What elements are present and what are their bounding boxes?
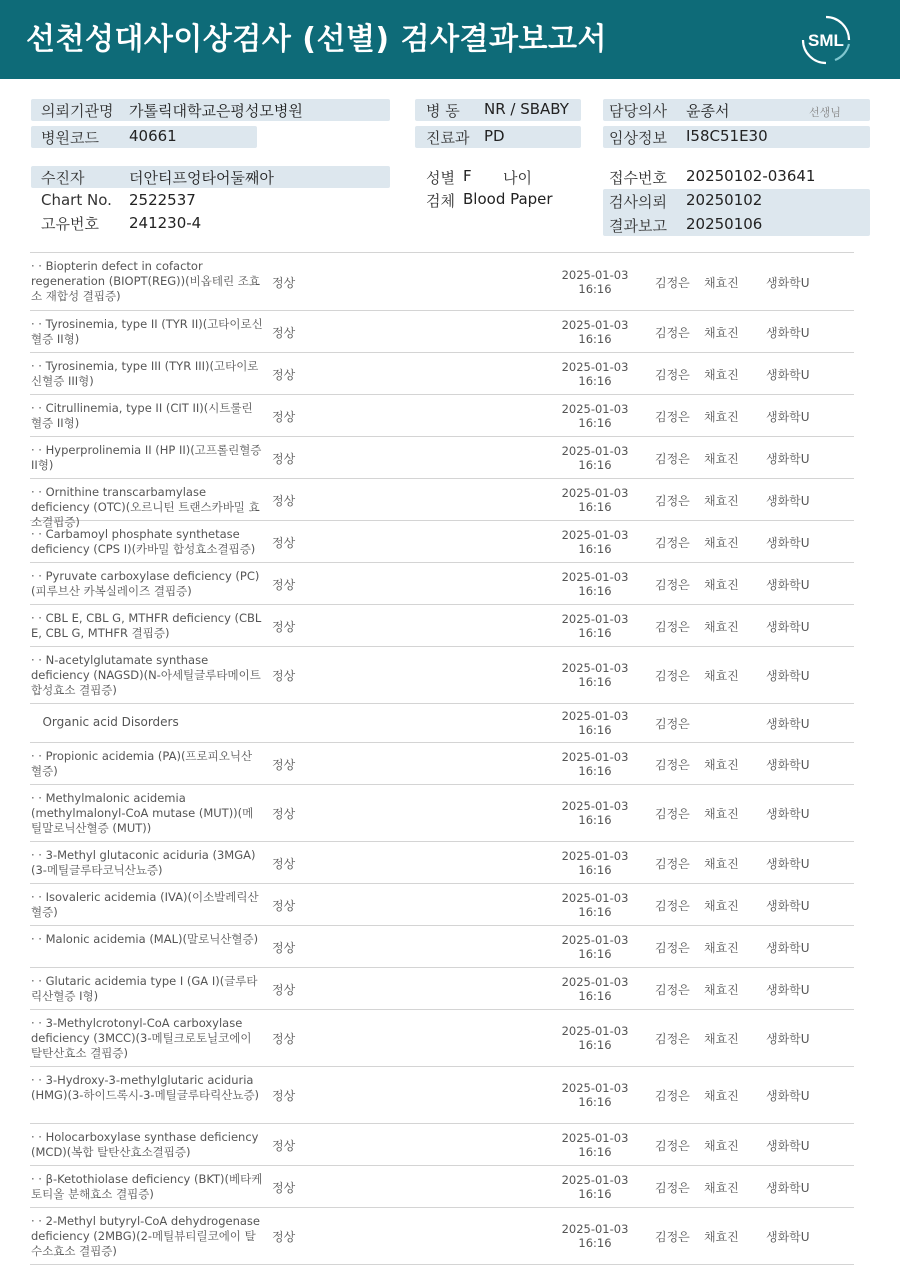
result-datetime [550, 1131, 640, 1159]
reviewer-name: 채효진 [704, 899, 739, 913]
reviewer-name: 채효진 [704, 452, 739, 466]
reviewer-name: 채효진 [704, 276, 739, 290]
result-time: 16:16 [578, 1236, 612, 1250]
report-date-value: 20250106 [686, 215, 763, 233]
department: 생화학U [766, 578, 810, 592]
report-header [0, 0, 900, 79]
test-name: · · Hyperprolinemia II (HP II)(고프롤린혈증 II형) [31, 443, 262, 472]
tester-name: 김정은 [655, 807, 690, 821]
table-row [30, 1067, 854, 1124]
result-date: 2025-01-03 [561, 444, 629, 458]
tester-name: 김정은 [655, 276, 690, 290]
tester-name: 김정은 [655, 536, 690, 550]
department: 생화학U [766, 452, 810, 466]
reviewer-name: 채효진 [704, 758, 739, 772]
table-row [30, 842, 854, 884]
test-name: · · Tyrosinemia, type III (TYR III)(고타이로신혈증 III형) [31, 359, 259, 388]
tester-name: 김정은 [655, 368, 690, 382]
test-result: 정상 [272, 669, 296, 683]
tester-name: 김정은 [655, 983, 690, 997]
result-time: 16:16 [578, 675, 612, 689]
tester-name: 김정은 [655, 1181, 690, 1195]
patient-value: 더안티프엉타어둘째아 [129, 169, 274, 187]
reviewer-name: 채효진 [704, 578, 739, 592]
department: 생화학U [766, 983, 810, 997]
table-row [30, 521, 854, 563]
hospital-code-value: 40661 [129, 127, 177, 145]
test-name: · · Tyrosinemia, type II (TYR II)(고타이로신혈증 II형) [31, 317, 263, 346]
department: 생화학U [766, 758, 810, 772]
tester-name: 김정은 [655, 1230, 690, 1244]
test-result: 정상 [272, 620, 296, 634]
test-name: · · Glutaric acidemia type I (GA I)(글루타릭산혈증 I형) [31, 974, 258, 1003]
tester-name: 김정은 [655, 899, 690, 913]
sml-logo-icon [800, 14, 852, 66]
result-time: 16:16 [578, 542, 612, 556]
tester-name: 김정은 [655, 941, 690, 955]
reviewer-name: 채효진 [704, 669, 739, 683]
department: 생화학U [766, 620, 810, 634]
result-time: 16:16 [578, 282, 612, 296]
ward-label: 병 동 [426, 102, 460, 120]
tester-name: 김정은 [655, 758, 690, 772]
table-row [30, 704, 854, 743]
reviewer-name: 채효진 [704, 620, 739, 634]
test-name: · · 2-Methyl butyryl-CoA dehydrogenase deficiency (2MBG)(2-메틸뷰티릴코에이 탈수소효소 결핍증) [31, 1214, 260, 1258]
result-date: 2025-01-03 [561, 975, 629, 989]
result-time: 16:16 [578, 723, 612, 737]
request-value: 20250102 [686, 191, 763, 209]
result-date: 2025-01-03 [561, 1222, 629, 1236]
report-date-label: 결과보고 [609, 217, 667, 235]
table-row [30, 968, 854, 1010]
result-date: 2025-01-03 [561, 891, 629, 905]
test-result: 정상 [272, 326, 296, 340]
reviewer-name: 채효진 [704, 1181, 739, 1195]
result-time: 16:16 [578, 863, 612, 877]
result-time: 16:16 [578, 947, 612, 961]
result-datetime [550, 709, 640, 737]
result-date: 2025-01-03 [561, 1024, 629, 1038]
doctor-suffix: 선생님 [809, 106, 841, 119]
result-date: 2025-01-03 [561, 849, 629, 863]
result-date: 2025-01-03 [561, 318, 629, 332]
table-row [30, 743, 854, 785]
clinical-value: I58C51E30 [686, 127, 768, 145]
result-date: 2025-01-03 [561, 661, 629, 675]
result-datetime [550, 933, 640, 961]
test-result: 정상 [272, 1181, 296, 1195]
reviewer-name: 채효진 [704, 1139, 739, 1153]
table-row [30, 926, 854, 968]
table-row [30, 605, 854, 647]
tester-name: 김정은 [655, 452, 690, 466]
test-result: 정상 [272, 452, 296, 466]
reviewer-name: 채효진 [704, 1089, 739, 1103]
result-date: 2025-01-03 [561, 750, 629, 764]
specimen-label: 검체 [426, 192, 455, 210]
test-name: · · Carbamoyl phosphate synthetase deficiency (CPS I)(카바밀 합성효소결핍증) [31, 527, 256, 556]
tester-name: 김정은 [655, 578, 690, 592]
receipt-label: 접수번호 [609, 169, 667, 187]
tester-name: 김정은 [655, 857, 690, 871]
result-time: 16:16 [578, 332, 612, 346]
result-date: 2025-01-03 [561, 933, 629, 947]
result-datetime [550, 849, 640, 877]
tester-name: 김정은 [655, 1032, 690, 1046]
test-name: · · Biopterin defect in cofactor regeneration (BIOPT(REG))(비옵테린 조효소 재합성 결핍증) [31, 259, 260, 303]
test-result: 정상 [272, 536, 296, 550]
test-name: · · 3-Methyl glutaconic aciduria (3MGA)(3-메틸글루타코닉산뇨증) [31, 848, 256, 877]
result-time: 16:16 [578, 1187, 612, 1201]
department: 생화학U [766, 1139, 810, 1153]
department: 생화학U [766, 536, 810, 550]
result-time: 16:16 [578, 500, 612, 514]
result-date: 2025-01-03 [561, 486, 629, 500]
institution-value: 가톨릭대학교은평성모병원 [129, 102, 303, 120]
results-table [30, 252, 854, 1265]
test-name: · · Citrullinemia, type II (CIT II)(시트룰린혈증 II형) [31, 401, 253, 430]
tester-name: 김정은 [655, 717, 690, 731]
reviewer-name: 채효진 [704, 494, 739, 508]
department: 생화학U [766, 857, 810, 871]
table-row [30, 1124, 854, 1166]
reviewer-name: 채효진 [704, 857, 739, 871]
department: 생화학U [766, 1032, 810, 1046]
result-time: 16:16 [578, 458, 612, 472]
result-datetime [550, 612, 640, 640]
test-name: · · CBL E, CBL G, MTHFR deficiency (CBL E, CBL G, MTHFR 결핍증) [31, 611, 262, 640]
test-name: · · Ornithine transcarbamylase deficiency (OTC)(오르니틴 트랜스카바밀 효소결핍증) [31, 485, 260, 529]
patient-label: 수진자 [41, 169, 85, 187]
result-datetime [550, 486, 640, 514]
age-label: 나이 [503, 169, 532, 187]
test-name: · · Pyruvate carboxylase deficiency (PC)(피루브산 카복실레이즈 결핍증) [31, 569, 260, 598]
request-label: 검사의뢰 [609, 193, 667, 211]
result-datetime [550, 444, 640, 472]
specimen-value: Blood Paper [463, 190, 553, 208]
table-row [30, 311, 854, 353]
result-time: 16:16 [578, 626, 612, 640]
result-date: 2025-01-03 [561, 1131, 629, 1145]
result-datetime [550, 402, 640, 430]
table-row [30, 395, 854, 437]
result-date: 2025-01-03 [561, 402, 629, 416]
clinical-label: 임상정보 [609, 129, 667, 147]
reviewer-name: 채효진 [704, 1032, 739, 1046]
doctor-label: 담당의사 [609, 102, 667, 120]
result-datetime [550, 268, 640, 296]
sex-value: F [463, 167, 472, 185]
test-result: 정상 [272, 1032, 296, 1046]
result-datetime [550, 750, 640, 778]
reviewer-name: 채효진 [704, 326, 739, 340]
reviewer-name: 채효진 [704, 368, 739, 382]
department: 생화학U [766, 807, 810, 821]
test-result: 정상 [272, 368, 296, 382]
sml-logo [800, 14, 852, 66]
test-result: 정상 [272, 1230, 296, 1244]
test-result: 정상 [272, 1089, 296, 1103]
result-time: 16:16 [578, 813, 612, 827]
department: 생화학U [766, 1230, 810, 1244]
test-result: 정상 [272, 857, 296, 871]
tester-name: 김정은 [655, 410, 690, 424]
dept-label: 진료과 [426, 129, 470, 147]
reviewer-name: 채효진 [704, 536, 739, 550]
result-date: 2025-01-03 [561, 709, 629, 723]
dept-value: PD [484, 127, 505, 145]
chart-no-label: Chart No. [41, 191, 112, 209]
department: 생화학U [766, 717, 810, 731]
tester-name: 김정은 [655, 1139, 690, 1153]
department: 생화학U [766, 326, 810, 340]
result-time: 16:16 [578, 989, 612, 1003]
table-row [30, 479, 854, 529]
department: 생화학U [766, 669, 810, 683]
result-time: 16:16 [578, 1145, 612, 1159]
table-row [30, 563, 854, 605]
result-time: 16:16 [578, 764, 612, 778]
reviewer-name: 채효진 [704, 807, 739, 821]
table-row [30, 785, 854, 842]
sex-label: 성별 [426, 169, 455, 187]
department: 생화학U [766, 410, 810, 424]
test-result: 정상 [272, 410, 296, 424]
result-datetime [550, 570, 640, 598]
chart-no-value: 2522537 [129, 191, 196, 209]
test-result: 정상 [272, 494, 296, 508]
test-result: 정상 [272, 807, 296, 821]
result-date: 2025-01-03 [561, 1173, 629, 1187]
test-result: 정상 [272, 899, 296, 913]
table-row [30, 253, 854, 311]
result-date: 2025-01-03 [561, 1081, 629, 1095]
test-result: 정상 [272, 758, 296, 772]
result-date: 2025-01-03 [561, 528, 629, 542]
result-time: 16:16 [578, 1095, 612, 1109]
department: 생화학U [766, 494, 810, 508]
department: 생화학U [766, 1089, 810, 1103]
report-title: 선천성대사이상검사 (선별) 검사결과보고서 [26, 22, 607, 57]
department: 생화학U [766, 1181, 810, 1195]
logo-text: SML [808, 31, 844, 50]
ward-value: NR / SBABY [484, 100, 569, 118]
reviewer-name: 채효진 [704, 983, 739, 997]
result-datetime [550, 891, 640, 919]
result-datetime [550, 1173, 640, 1201]
test-name: · · N-acetylglutamate synthase deficiency (NAGSD)(N-아세틸글루타메이트 합성효소 결핍증) [31, 653, 261, 697]
department: 생화학U [766, 276, 810, 290]
test-name: · · Isovaleric acidemia (IVA)(이소발레릭산혈증) [31, 890, 259, 919]
reviewer-name: 채효진 [704, 1230, 739, 1244]
tester-name: 김정은 [655, 1089, 690, 1103]
tester-name: 김정은 [655, 494, 690, 508]
test-name: · · β-Ketothiolase deficiency (BKT)(베타케토티올 분해효소 결핍증) [31, 1172, 263, 1201]
test-name: Organic acid Disorders [31, 715, 179, 729]
department: 생화학U [766, 941, 810, 955]
result-date: 2025-01-03 [561, 268, 629, 282]
result-date: 2025-01-03 [561, 612, 629, 626]
test-result: 정상 [272, 276, 296, 290]
test-result: 정상 [272, 941, 296, 955]
result-datetime [550, 528, 640, 556]
table-row [30, 884, 854, 926]
table-row [30, 1010, 854, 1067]
test-name: · · Propionic acidemia (PA)(프로피오닉산혈증) [31, 749, 253, 778]
result-time: 16:16 [578, 905, 612, 919]
result-time: 16:16 [578, 416, 612, 430]
test-name: · · Malonic acidemia (MAL)(말로닉산혈증) [31, 932, 259, 946]
test-name: · · 3-Methylcrotonyl-CoA carboxylase deficiency (3MCC)(3-메틸크로토닐코에이 탈탄산효소 결핍증) [31, 1016, 252, 1060]
result-date: 2025-01-03 [561, 799, 629, 813]
unique-no-value: 241230-4 [129, 214, 202, 232]
table-row [30, 1208, 854, 1265]
result-datetime [550, 1222, 640, 1250]
result-datetime [550, 318, 640, 346]
test-name: · · Holocarboxylase synthase deficiency (MCD)(복합 탈탄산효소결핍증) [31, 1130, 259, 1159]
test-result: 정상 [272, 983, 296, 997]
result-datetime [550, 1024, 640, 1052]
test-result: 정상 [272, 1139, 296, 1153]
result-time: 16:16 [578, 1038, 612, 1052]
department: 생화학U [766, 368, 810, 382]
doctor-value: 윤종서 [686, 102, 730, 120]
table-row [30, 647, 854, 704]
department: 생화학U [766, 899, 810, 913]
unique-no-label: 고유번호 [41, 215, 99, 233]
table-row [30, 1166, 854, 1208]
tester-name: 김정은 [655, 326, 690, 340]
result-datetime [550, 799, 640, 827]
result-datetime [550, 360, 640, 388]
reviewer-name: 채효진 [704, 410, 739, 424]
result-date: 2025-01-03 [561, 360, 629, 374]
test-name: · · Methylmalonic acidemia (methylmalonyl-CoA mutase (MUT))(메틸말로닉산혈증 (MUT)) [31, 791, 254, 835]
hospital-code-label: 병원코드 [41, 129, 99, 147]
result-datetime [550, 975, 640, 1003]
test-name: · · 3-Hydroxy-3-methylglutaric aciduria (HMG)(3-하이드록시-3-메틸글루타릭산뇨증) [31, 1073, 260, 1102]
table-row [30, 437, 854, 479]
institution-label: 의뢰기관명 [41, 102, 114, 120]
tester-name: 김정은 [655, 669, 690, 683]
result-date: 2025-01-03 [561, 570, 629, 584]
result-datetime [550, 661, 640, 689]
reviewer-name: 채효진 [704, 941, 739, 955]
receipt-value: 20250102-03641 [686, 167, 816, 185]
tester-name: 김정은 [655, 620, 690, 634]
result-datetime [550, 1081, 640, 1109]
result-time: 16:16 [578, 584, 612, 598]
result-time: 16:16 [578, 374, 612, 388]
table-row [30, 353, 854, 395]
test-result: 정상 [272, 578, 296, 592]
